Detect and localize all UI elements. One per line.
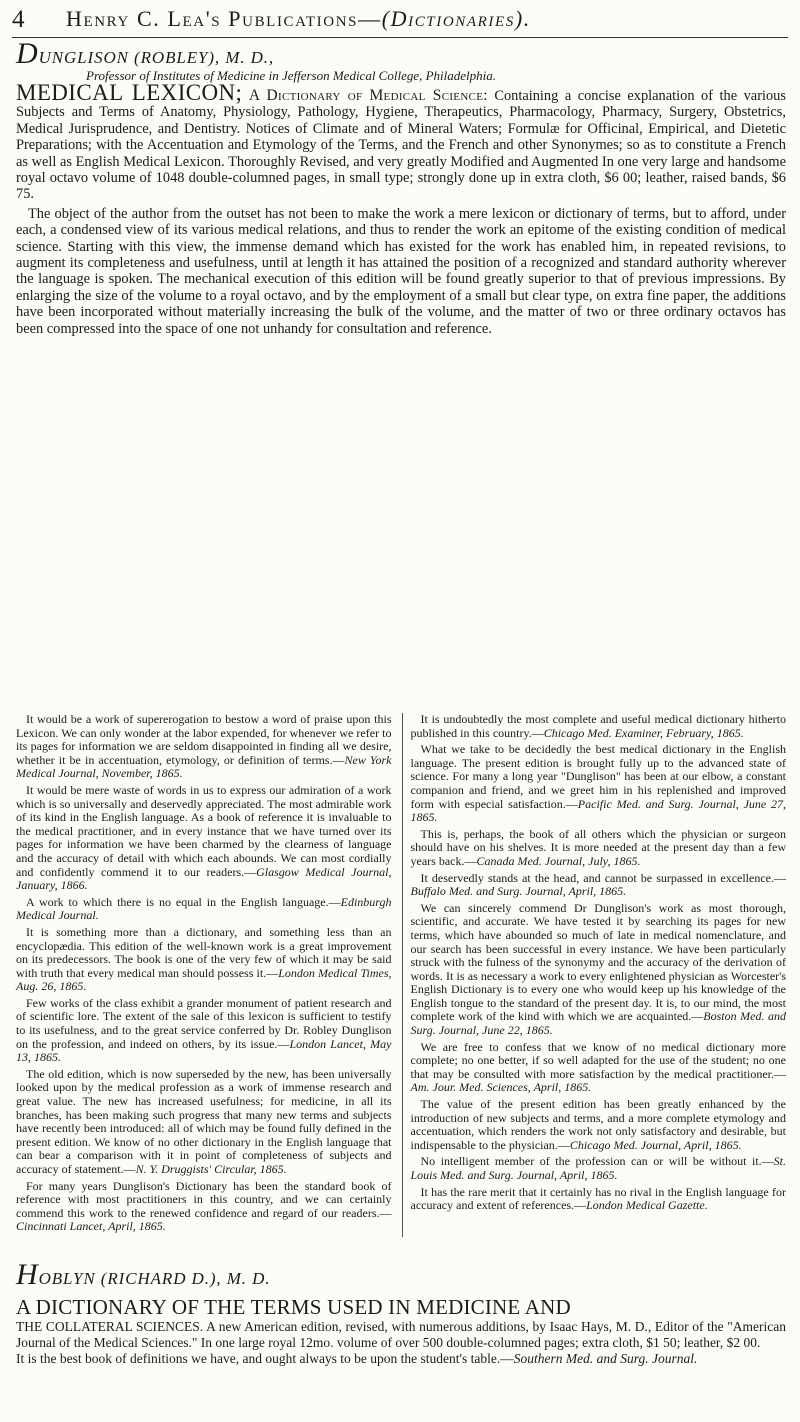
review-source: Edinburgh Medical Journal. bbox=[16, 894, 392, 923]
review-source: Glasgow Medical Journal, January, 1866. bbox=[16, 864, 392, 893]
book-subtitle: A Dictionary of Medical Science: bbox=[248, 87, 488, 104]
review-source: Pacific Med. and Surg. Journal, June 27, 1865. bbox=[410, 796, 786, 825]
running-head bbox=[12, 2, 786, 38]
reviews-right-column bbox=[402, 713, 787, 1237]
drop-cap-2: H bbox=[16, 1258, 39, 1291]
review-source: Buffalo Med. and Surg. Journal, April, 1865. bbox=[410, 884, 627, 899]
author-name-2: OBLYN (RICHARD D.), M. D. bbox=[38, 1269, 271, 1288]
running-title-section: (Dictionaries). bbox=[381, 6, 531, 31]
author-affiliation: Professor of Institutes of Medicine in Jefferson Medical College, Philadelphia. bbox=[86, 68, 497, 83]
author-name: UNGLISON (ROBLEY), M. D., bbox=[38, 48, 275, 67]
entry-hoblyn bbox=[16, 1258, 787, 1367]
entry-dunglison bbox=[16, 37, 786, 337]
book-title-2-continued: THE COLLATERAL SCIENCES. bbox=[16, 1319, 204, 1334]
review-source: Am. Jour. Med. Sciences, April, 1865. bbox=[410, 1080, 592, 1095]
review-text: We can sincerely commend Dr Dunglison's work as most thorough, scientific, and accurate. We have tested it by searching its pages for new terms, which have abounded so much of late in medical nomenclature, and our search has been successful in every instance. We have been particularly struck with the fulness of the synonymy and the accuracy of the derivation of words. It is as necessary a work to every enlightened physician as Worcester's English Dictionary is to every one who would keep up his knowledge of the English tongue to the standard of the present day. It is, to our mind, the most complete work of the kind with which we are acquainted.— bbox=[410, 900, 786, 1024]
review-text: The old edition, which is now superseded by the new, has been universally looked upon by the medical profession as a work of immense research and great value. The new has increased usefulness; for medicine, in all its branches, has been making such progress that many new terms and subjects have recently been introduced: all of which may be found fully defined in the present edition. We know of no other dictionary in the English language that can bear a comparison with it in point of completeness of subjects and accuracy of statement.— bbox=[16, 1066, 392, 1176]
review-text: No intelligent member of the profession can or will be without it.— bbox=[420, 1154, 774, 1169]
book-title-2: A DICTIONARY OF THE TERMS USED IN MEDICINE AND bbox=[16, 1295, 571, 1319]
book-body-paragraph: The object of the author from the outset has not been to make the work a mere lexicon or dictionary of terms, but to afford, under each, a condensed view of its various medical relations, and thus to render the work an epitome of the existing condition of medical science. Starting with this view, the immense demand which has existed for the work has enabled him, in repeated revisions, to augment its completeness and usefulness, until at length it has attained the position of a recognized and standard authority wherever the language is spoken. The mechanical execution of this edition will be found greatly superior to that of previous impressions. By enlarging the size of the volume to a royal octavo, and by the employment of a small but clear type, on extra fine paper, the additions have been incorporated without materially increasing the bulk of the volume, and the matter of two or three ordinary octavos has been compressed into the space of one not unhandy for consultation and reference. bbox=[16, 205, 786, 337]
header-rule bbox=[12, 37, 788, 38]
reviews-left-column bbox=[16, 713, 392, 1237]
review-source: N. Y. Druggists' Circular, 1865. bbox=[135, 1162, 287, 1176]
review-source: Southern Med. and Surg. Journal. bbox=[513, 1351, 698, 1366]
review-item bbox=[411, 872, 787, 899]
review-source: Chicago Med. Journal, April, 1865. bbox=[569, 1137, 742, 1152]
review-text: For many years Dunglison's Dictionary has been the standard book of reference with most practitioners in this country, and we can certainly commend this work to the renewed confidence and regard of our readers.— bbox=[16, 1178, 392, 1220]
review-source: London Medical Gazette. bbox=[586, 1198, 708, 1213]
review-item bbox=[16, 997, 392, 1065]
review-item bbox=[411, 1041, 787, 1095]
book-description-text: Containing a concise explanation of the various Subjects and Terms of Anatomy, Physiology, Pathology, Hygiene, Therapeutics, Pharmacology, Pharmacy, Surgery, Obstetrics, Medical Jurisprudence, and Dentistry. Notices of Climate and of Mineral Waters; Formulæ for Officinal, Empirical, and Dietetic Preparations; with the Accentuation and Etymology of the Terms, and the French and other Synonymes; so as to constitute a French as well as English Medical Lexicon. Thoroughly Revised, and very greatly Modified and Augmented In one very large and handsome royal octavo volume of 1048 double-columned pages, in small type; strongly done up in extra cloth, $6 00; leather, raised bands, $6 75. bbox=[16, 88, 786, 203]
review-text: A work to which there is no equal in the English language.— bbox=[26, 894, 341, 909]
review-source: London Lancet, May 13, 1865. bbox=[16, 1036, 392, 1065]
review-item bbox=[16, 784, 392, 893]
review-item bbox=[411, 743, 787, 825]
review-item bbox=[411, 1098, 787, 1152]
review-text: It is something more than a dictionary, and something less than an encyclopædia. This edition of the well-known work is a great improvement on its predecessors. The book is one of the very few of which it may be said with truth that every medical man should possess it.— bbox=[16, 924, 392, 980]
review-source: Canada Med. Journal, July, 1865. bbox=[476, 853, 641, 868]
review-text: It is the best book of definitions we have, and ought always to be upon the student's table.— bbox=[16, 1351, 514, 1366]
review-text: The value of the present edition has been greatly enhanced by the introduction of new subjects and terms, and a more complete etymology and accentuation, which renders the work not only satisfactory and desirable, but indispensable to the physician.— bbox=[410, 1097, 786, 1152]
review-text: It would be mere waste of words in us to express our admiration of a work which is so universally and deservedly appreciated. The most admirable work of its kind in the English language. As a book of reference it is invaluable to the medical practitioner, and in every instance that we have turned over its pages for information we have been charmed by the clearness of language and the accuracy of detail with which each abounds. We can most cordially and confidently commend it to our readers.— bbox=[16, 782, 392, 879]
review-source: New York Medical Journal, November, 1865. bbox=[16, 752, 392, 781]
review-source: Chicago Med. Examiner, February, 1865. bbox=[543, 725, 744, 740]
review-item bbox=[16, 1180, 392, 1234]
review-text: It is undoubtedly the most complete and useful medical dictionary hitherto published in this country.— bbox=[410, 712, 786, 740]
book-description-2 bbox=[16, 1319, 786, 1351]
review-source: St. Louis Med. and Surg. Journal, April, 1865. bbox=[410, 1154, 786, 1182]
review-text: What we take to be decidedly the best medical dictionary in the English language. The present edition is brought fully up to the advanced state of science. For many a long year "Dunglison" has been at our elbow, a constant companion and friend, and we greet him in his replenished and improved form with especial satisfaction.— bbox=[410, 742, 786, 811]
review-item bbox=[16, 713, 392, 781]
review-item bbox=[411, 828, 787, 869]
review-source: London Medical Times, Aug. 26, 1865. bbox=[16, 965, 392, 994]
review-text: It deservedly stands at the head, and cannot be surpassed in excellence.— bbox=[420, 870, 786, 885]
review-item bbox=[411, 1155, 787, 1182]
review-item bbox=[16, 1068, 392, 1177]
review-source: Cincinnati Lancet, April, 1865. bbox=[16, 1219, 166, 1234]
review-source: Boston Med. and Surg. Journal, June 22, 1865. bbox=[410, 1009, 787, 1038]
running-title-main: Henry C. Lea's Publications— bbox=[66, 6, 382, 31]
running-title bbox=[66, 6, 531, 32]
review-text: It has the rare merit that it certainly has no rival in the English language for accuracy and extent of references.— bbox=[410, 1184, 786, 1213]
reviews bbox=[16, 713, 786, 1237]
author-heading-2 bbox=[16, 1258, 786, 1291]
review-item bbox=[16, 926, 392, 994]
author-heading bbox=[16, 37, 786, 70]
drop-cap: D bbox=[16, 37, 39, 70]
book-description-2-text: A new American edition, revised, with numerous additions, by Isaac Hays, M. D., Editor of the "American Journal of the Medical Sciences." In one large royal 12mo. volume of over 500 double-columned pages; extra cloth, $1 50; leather, $2 00. bbox=[16, 1319, 787, 1350]
review-text: Few works of the class exhibit a grander monument of patient research and of scientific lore. The extent of the sale of this lexicon is sufficient to testify to its usefulness, and to the great service conferred by Dr. Robley Dunglison on the profession, and indeed on others, by its issue.— bbox=[16, 995, 392, 1051]
book-description bbox=[16, 80, 786, 203]
review-text: This is, perhaps, the book of all others which the physician or surgeon should have on his shelves. It is more needed at the present day than a few years back.— bbox=[410, 826, 786, 868]
review-text: We are free to confess that we know of no medical dictionary more complete; no one better, if so well adapted for the use of the student; no one that may be consulted with more satisfaction by the medical practitioner.— bbox=[410, 1039, 786, 1081]
review-text: It would be a work of supererogation to bestow a word of praise upon this Lexicon. We can only wonder at the labor expended, for whenever we refer to its pages for information we are seldom disappointed in finding all we desire, whether it be in accentuation, etymology, or definition of terms.— bbox=[16, 712, 392, 767]
page-number: 4 bbox=[12, 6, 25, 33]
review-item bbox=[411, 1186, 787, 1213]
review-item bbox=[411, 713, 787, 740]
review-southern bbox=[16, 1351, 786, 1367]
book-title: MEDICAL LEXICON; bbox=[16, 80, 243, 105]
review-item bbox=[411, 902, 787, 1038]
review-item bbox=[16, 896, 392, 923]
